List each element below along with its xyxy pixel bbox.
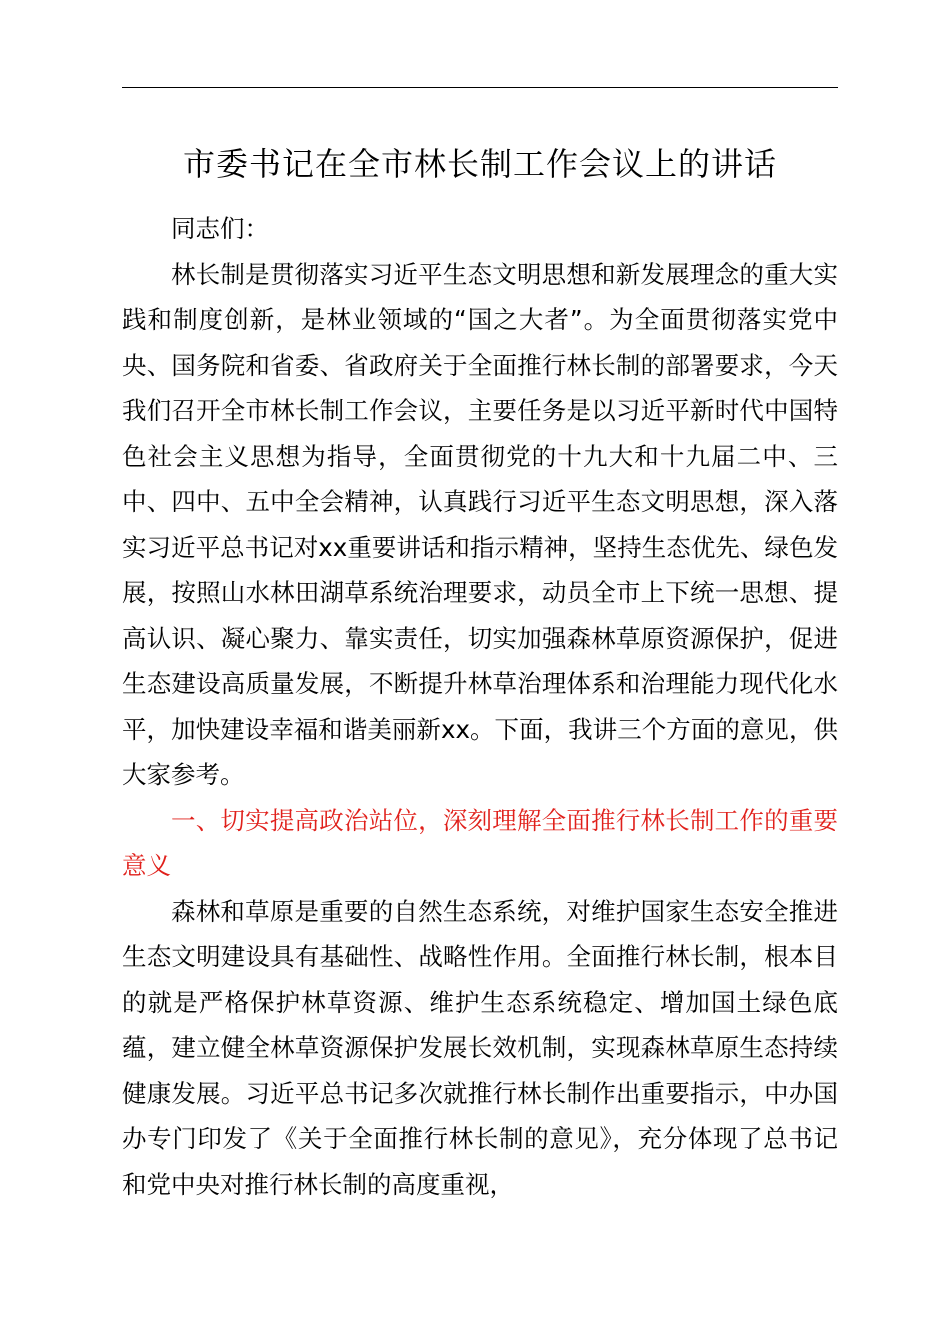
section-paragraph: 森林和草原是重要的自然生态系统，对维护国家生态安全推进生态文明建设具有基础性、战略性作用。全面推行林长制，根本目的就是严格保护林草资源、维护生态系统稳定、增加国土绿色底蕴，建立健全林草资源保护发展长效机制，实现森林草原生态持续健康发展。习近平总书记多次就推行林长制作出重要指示，中办国办专门印发了《关于全面推行林长制的意见》，充分体现了总书记和党中央对推行林长制的高度重视， (122, 896, 838, 1199)
greeting-line: 同志们： (171, 214, 269, 243)
header-rule (122, 87, 838, 88)
intro-paragraph: 林长制是贯彻落实习近平生态文明思想和新发展理念的重大实践和制度创新，是林业领域的“国之大者”。为全面贯彻落实党中央、国务院和省委、省政府关于全面推行林长制的部署要求，今天我们召开全市林长制工作会议，主要任务是以习近平新时代中国特色社会主义思想为指导，全面贯彻党的十九大和十九届二中、三中、四中、五中全会精神，认真践行习近平生态文明思想，深入落实习近平总书记对xx重要讲话和指示精神，坚持生态优先、绿色发展，按照山水林田湖草系统治理要求，动员全市上下统一思想、提高认识、凝心聚力、靠实责任，切实加强森林草原资源保护，促进生态建设高质量发展，不断提升林草治理体系和治理能力现代化水平，加快建设幸福和谐美丽新xx。下面，我讲三个方面的意见，供大家参考。 (122, 259, 838, 789)
page-title: 市委书记在全市林长制工作会议上的讲话 (182, 145, 777, 183)
document-body (122, 206, 838, 1207)
section-heading: 一、切实提高政治站位，深刻理解全面推行林长制工作的重要意义 (122, 805, 838, 880)
